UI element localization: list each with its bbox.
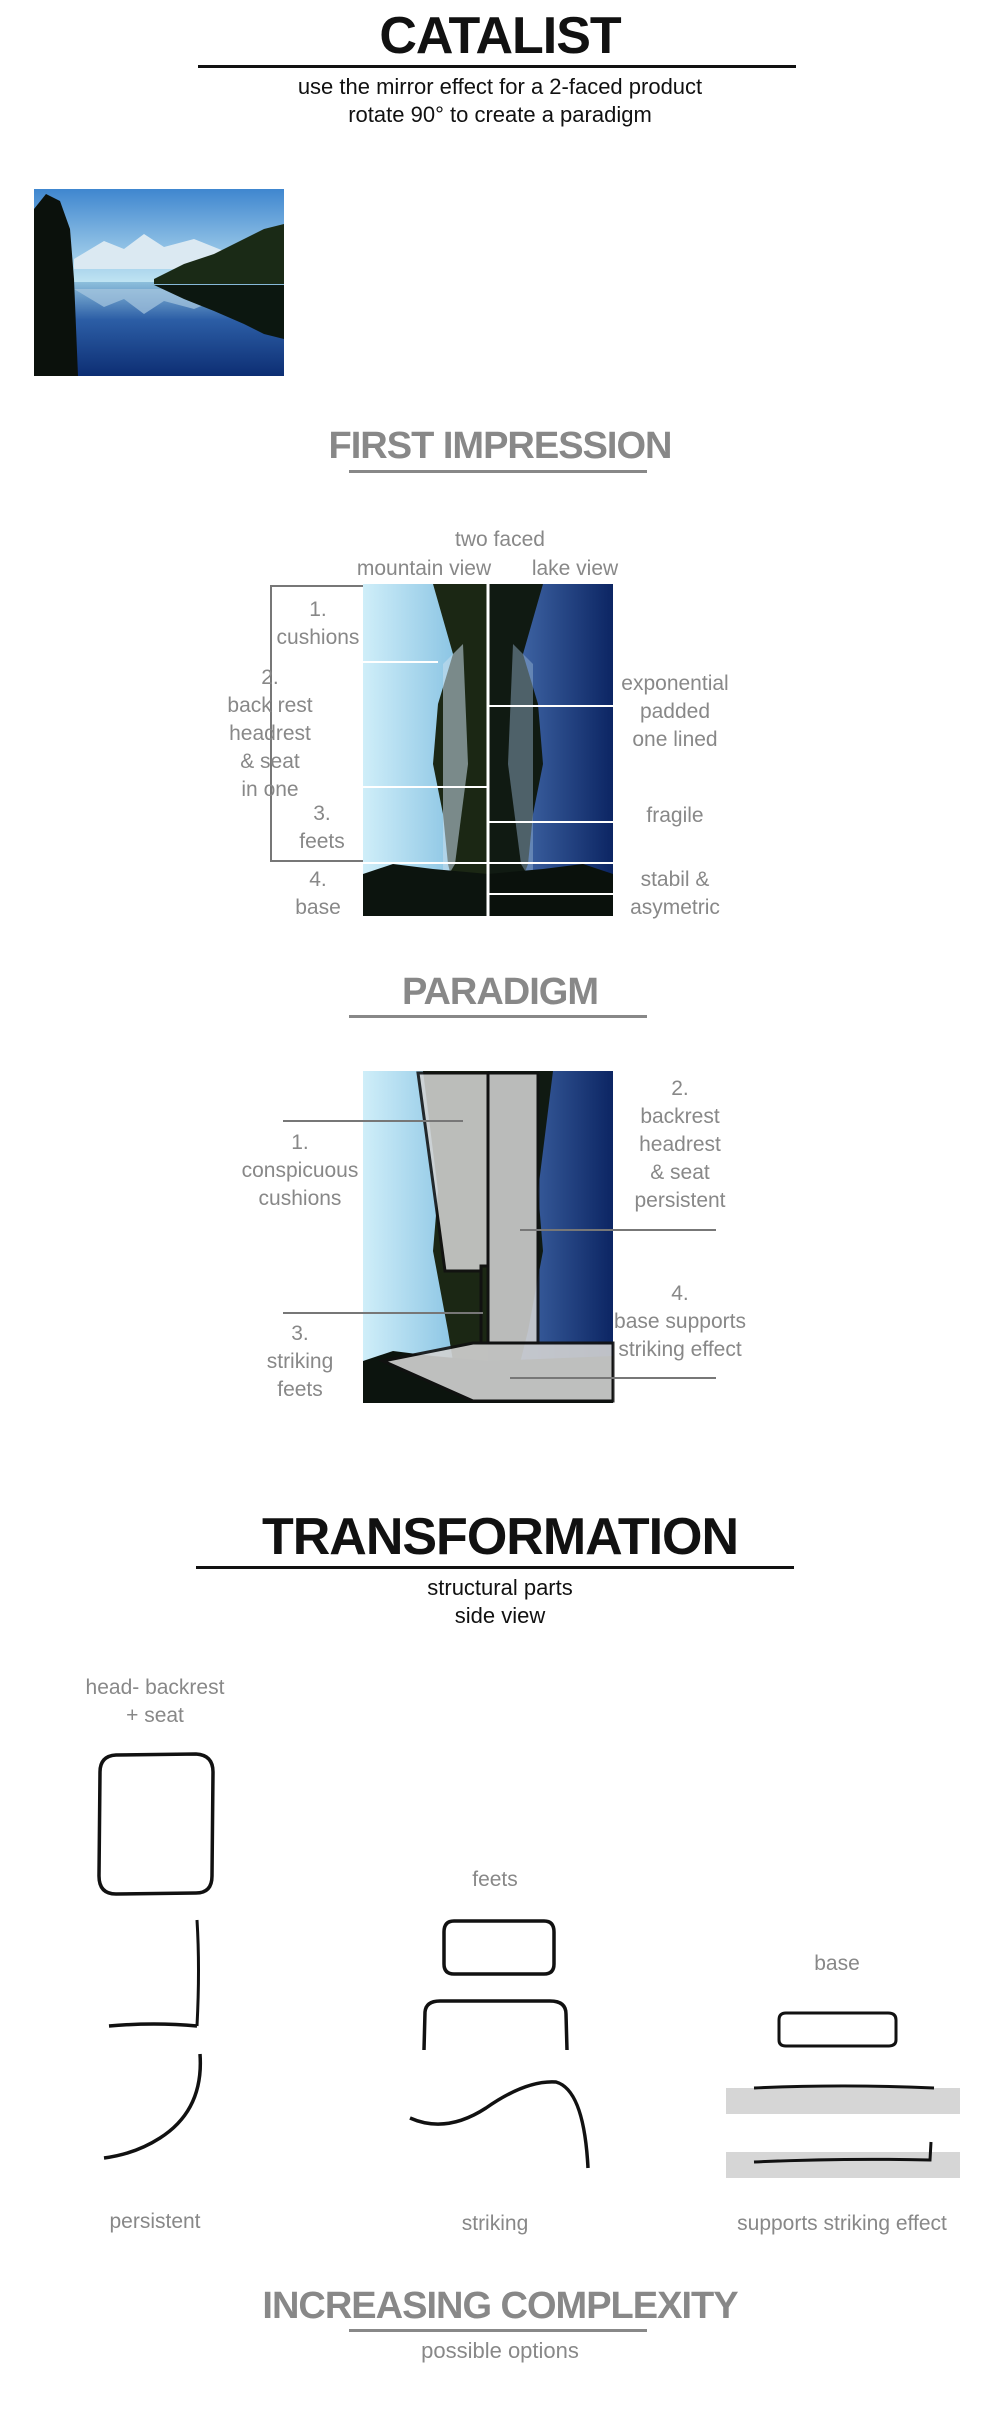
fi-mountain-view-label: mountain view <box>356 557 492 580</box>
first-impression-title: FIRST IMPRESSION <box>328 425 672 467</box>
fi-bracket-top <box>270 585 363 587</box>
pd-cushions-label: 1. conspicuous cushions <box>241 1131 359 1210</box>
fi-two-faced-label: two faced <box>455 528 545 551</box>
col3-small-capsule-shape <box>776 2010 900 2050</box>
transformation-subtitle-1: structural parts <box>427 1575 573 1600</box>
complexity-title: INCREASING COMPLEXITY <box>262 2285 738 2327</box>
pd-base-pointer <box>510 1377 716 1379</box>
col1-label: head- backrest + seat <box>85 1676 225 1727</box>
pd-backrest-pointer <box>520 1229 716 1231</box>
col3-line-on-bar <box>752 2082 936 2094</box>
pd-cushions-pointer <box>283 1120 463 1122</box>
transformation-rule <box>196 1566 794 1569</box>
paradigm-rule <box>349 1015 647 1018</box>
fi-exponential-label: exponential padded one lined <box>621 672 729 751</box>
col2-wave-shape <box>406 2072 596 2172</box>
first-impression-rule <box>349 470 647 473</box>
complexity-subtitle: possible options <box>421 2338 579 2363</box>
col1-rounded-square-shape <box>96 1752 216 1896</box>
col3-caption: supports striking effect <box>737 2212 947 2235</box>
col1-l-shape <box>105 1918 205 2030</box>
col3-label: base <box>814 1952 860 1975</box>
paradigm-title: PARADIGM <box>401 971 599 1013</box>
rotated-mirror-image <box>363 584 613 916</box>
col1-caption: persistent <box>109 2210 201 2233</box>
col2-capsule-shape <box>440 1918 558 1978</box>
fi-fragile-label: fragile <box>646 804 704 827</box>
transformation-title: TRANSFORMATION <box>261 1508 739 1566</box>
col2-arch-shape <box>420 1998 574 2054</box>
complexity-rule <box>349 2329 647 2332</box>
catalist-rule <box>198 65 796 68</box>
col3-hook-on-bar <box>752 2140 936 2170</box>
col2-caption: striking <box>461 2212 529 2235</box>
fi-cushions-label: 1. cushions <box>276 598 360 649</box>
pd-feets-label: 3. striking feets <box>266 1322 334 1401</box>
catalist-subtitle-2: rotate 90° to create a paradigm <box>348 102 652 127</box>
pd-feets-pointer <box>283 1312 483 1314</box>
catalist-title: CATALIST <box>379 7 621 65</box>
catalist-subtitle-1: use the mirror effect for a 2-faced product <box>297 74 703 99</box>
fi-backrest-label: 2. back rest headrest & seat in one <box>227 666 313 801</box>
transformation-subtitle-2: side view <box>454 1603 546 1628</box>
fi-base-label: 4. base <box>295 868 341 919</box>
col2-label: feets <box>472 1868 518 1891</box>
fi-lake-view-label: lake view <box>531 557 619 580</box>
fi-stabil-label: stabil & asymetric <box>630 868 720 919</box>
pd-backrest-label: 2. backrest headrest & seat persistent <box>634 1077 726 1212</box>
pd-base-label: 4. base supports striking effect <box>614 1282 746 1361</box>
fi-feets-label: 3. feets <box>299 802 345 853</box>
fi-bracket-bottom <box>270 860 363 862</box>
col1-curve-shape <box>100 2050 210 2162</box>
lake-mountain-photo <box>34 189 284 376</box>
